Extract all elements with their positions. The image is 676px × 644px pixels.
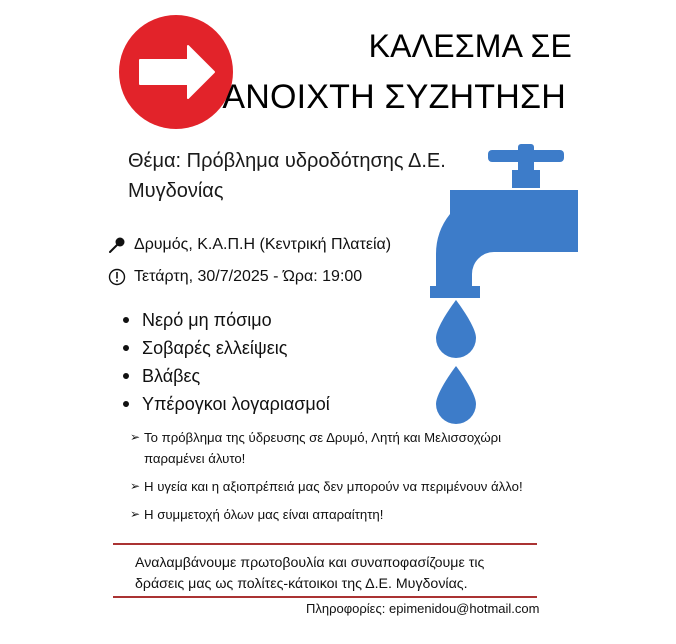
list-item: ➢ Η συμμετοχή όλων μας είναι απαραίτητη! bbox=[130, 504, 530, 525]
location-text: Δρυμός, Κ.Α.Π.Η (Κεντρική Πλατεία) bbox=[134, 236, 392, 253]
arrow-bullet-icon: ➢ bbox=[130, 507, 141, 521]
list-item: Νερό μη πόσιμο bbox=[120, 306, 330, 334]
title-line-2: ΑΝΟΙΧΤΗ ΣΥΖΗΤΗΣΗ bbox=[222, 78, 566, 116]
location-row bbox=[106, 234, 391, 256]
list-item: Σοβαρές ελλείψεις bbox=[120, 334, 330, 362]
closing-text: Αναλαμβάνουμε πρωτοβουλία και συναποφασίζουμε τις δράσεις μας ως πολίτες-κάτοικοι της Δ.Ε. Μυγδονίας. bbox=[135, 555, 485, 592]
arrow-bullet-icon: ➢ bbox=[130, 479, 141, 493]
list-item: Βλάβες bbox=[120, 362, 330, 390]
contact-info: Πληροφορίες: epimenidou@hotmail.com bbox=[306, 601, 540, 616]
title-line-1: ΚΑΛΕΣΜΑ ΣΕ bbox=[368, 28, 572, 64]
bullet-icon bbox=[123, 373, 129, 379]
divider bbox=[113, 596, 537, 598]
list-item: ➢ Η υγεία και η αξιοπρέπειά μας δεν μπορούν να περιμένουν άλλο! bbox=[130, 476, 530, 497]
datetime-text: Τετάρτη, 30/7/2025 - Ώρα: 19:00 bbox=[134, 268, 363, 285]
issues-list bbox=[120, 306, 330, 418]
arrow-bullet-icon: ➢ bbox=[130, 430, 141, 444]
datetime-row bbox=[106, 266, 362, 288]
arrow-sign-icon bbox=[118, 14, 234, 130]
subject-heading: Θέμα: Πρόβλημα υδροδότησης Δ.Ε. Μυγδονίας bbox=[128, 150, 446, 202]
list-item: ➢ Το πρόβλημα της ύδρευσης σε Δρυμό, Λητή και Μελισσοχώρι παραμένει άλυτο! bbox=[130, 427, 530, 469]
info-circle-icon bbox=[106, 266, 128, 288]
bullet-icon bbox=[123, 317, 129, 323]
bullet-icon bbox=[123, 345, 129, 351]
pin-icon bbox=[106, 234, 128, 256]
bullet-icon bbox=[123, 401, 129, 407]
divider bbox=[113, 543, 537, 545]
faucet-icon bbox=[430, 140, 590, 460]
statements-list bbox=[130, 427, 530, 532]
list-item: Υπέρογκοι λογαριασμοί bbox=[120, 390, 330, 418]
